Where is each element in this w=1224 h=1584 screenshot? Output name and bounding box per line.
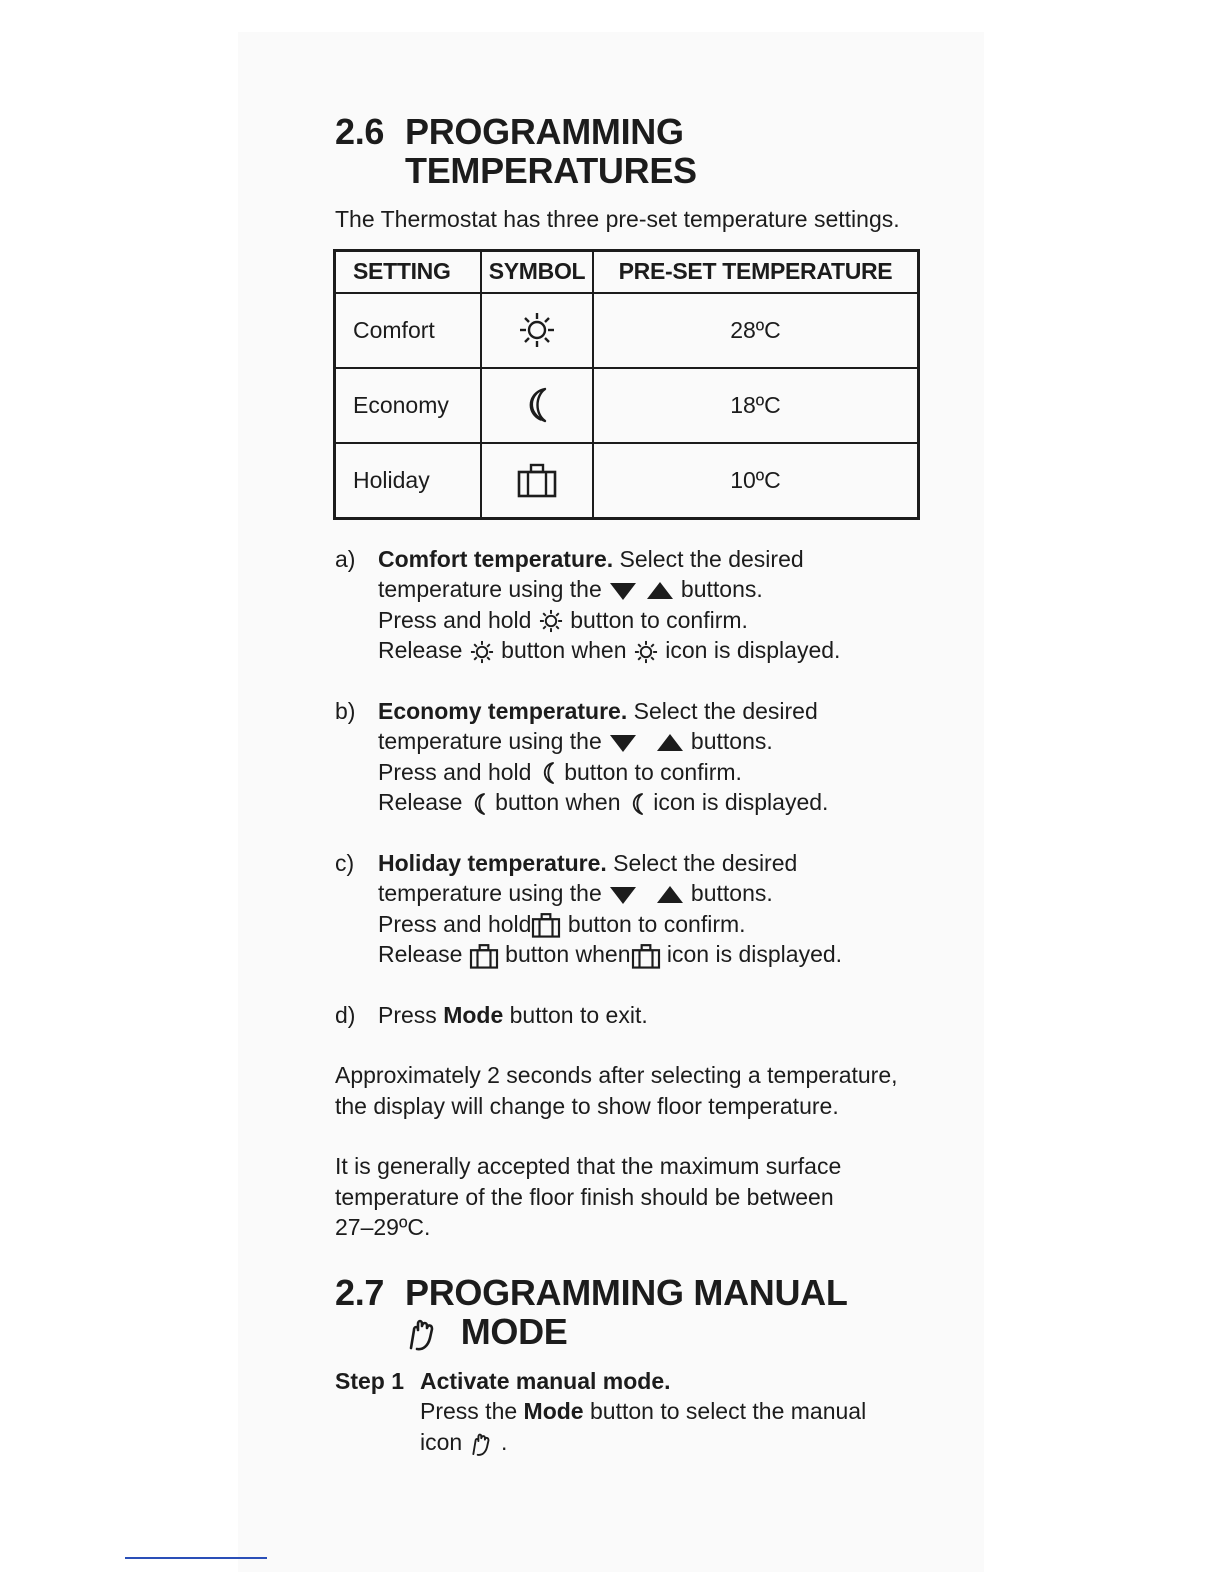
down-triangle-icon — [608, 732, 638, 754]
suitcase-icon — [517, 462, 557, 498]
step-text: button to confirm. — [567, 910, 746, 937]
table-row — [335, 368, 919, 443]
step-text: buttons. — [690, 880, 773, 906]
symbol-cell — [481, 443, 593, 519]
section-title-line1: PROGRAMMING MANUAL — [405, 1271, 848, 1313]
header-setting: SETTING — [335, 250, 482, 293]
hand-icon — [469, 1431, 495, 1457]
step-text: button to exit. — [503, 1001, 648, 1028]
step-text: temperature using the — [378, 880, 602, 906]
header-symbol: SYMBOL — [481, 250, 593, 293]
suitcase-icon — [631, 943, 661, 969]
suitcase-icon — [469, 943, 499, 969]
up-triangle-icon — [655, 732, 685, 754]
preset-temperature-table — [333, 249, 920, 520]
setting-cell: Comfort — [335, 293, 482, 368]
moon-icon — [521, 386, 553, 424]
step-text: Press and hold — [378, 758, 532, 785]
sun-icon — [469, 639, 495, 665]
step-text: temperature using the — [378, 728, 602, 754]
header-temperature: PRE-SET TEMPERATURE — [593, 250, 919, 293]
table-header-row — [335, 250, 919, 293]
step-text: Press — [378, 1001, 444, 1028]
step-text: temperature using the — [378, 576, 602, 602]
step-text: . — [500, 1428, 508, 1455]
step-text: Release — [378, 637, 463, 663]
step-text: button to confirm. — [564, 758, 742, 785]
intro-text: The Thermostat has three pre-set temperature settings. — [335, 206, 900, 232]
section-title-line1: PROGRAMMING — [405, 111, 684, 152]
step-text: button when — [495, 789, 621, 815]
paragraph-surface-temperature — [335, 1151, 935, 1243]
step-label: c) — [335, 849, 355, 876]
manual-page-content — [335, 112, 935, 1457]
moon-icon — [538, 760, 558, 786]
section-title-line2: TEMPERATURES — [405, 150, 697, 191]
temperature-cell: 18ºC — [593, 368, 919, 443]
step-label: d) — [335, 1001, 356, 1028]
hand-icon — [405, 1316, 441, 1352]
step-title: Holiday temperature. — [378, 849, 607, 876]
step-text: button when — [501, 637, 627, 663]
step-text: Select the desired — [613, 545, 804, 572]
paragraph-line: the display will change to show floor temperature. — [335, 1092, 839, 1119]
step-text: Press and hold — [378, 910, 532, 937]
step-label: b) — [335, 697, 356, 724]
table-row — [335, 293, 919, 368]
symbol-cell — [481, 368, 593, 443]
paragraph-line: 27–29ºC. — [335, 1214, 431, 1240]
step-text: Select the desired — [606, 849, 798, 876]
moon-icon — [627, 791, 647, 817]
moon-icon — [469, 791, 489, 817]
down-triangle-icon — [608, 884, 638, 906]
paragraph-line: Approximately 2 seconds after selecting a temperature, — [335, 1062, 898, 1088]
instruction-steps — [335, 544, 935, 1031]
step-text: Release — [378, 789, 463, 815]
paragraph-line: It is generally accepted that the maximum surface — [335, 1153, 842, 1179]
step-text: icon is displayed. — [666, 941, 843, 967]
section-2-6-heading — [335, 112, 935, 190]
step-text: Press the — [420, 1398, 524, 1425]
step-text: icon is displayed. — [653, 789, 829, 815]
step-economy — [335, 696, 935, 818]
up-triangle-icon — [645, 580, 675, 602]
section-2-7-heading — [335, 1273, 935, 1352]
table-row — [335, 443, 919, 519]
temperature-cell: 10ºC — [593, 443, 919, 519]
sun-icon — [517, 310, 557, 350]
step-text: button to confirm. — [570, 606, 748, 633]
temperature-cell: 28ºC — [593, 293, 919, 368]
step-text: Select the desired — [627, 697, 818, 724]
step-text: icon — [420, 1428, 463, 1455]
step-comfort — [335, 544, 935, 666]
step-holiday — [335, 848, 935, 970]
mode-keyword: Mode — [523, 1398, 584, 1425]
section-number: 2.7 — [335, 1271, 385, 1313]
down-triangle-icon — [608, 580, 638, 602]
step-1-activate-manual — [335, 1366, 935, 1458]
step-text: Press and hold — [378, 606, 532, 633]
sun-icon — [633, 639, 659, 665]
step-label: a) — [335, 545, 356, 572]
step-title: Comfort temperature. — [378, 545, 614, 572]
step-text: buttons. — [680, 576, 763, 602]
section-title-line2: MODE — [460, 1310, 568, 1352]
step-title: Activate manual mode. — [420, 1367, 671, 1394]
setting-cell: Holiday — [335, 443, 482, 519]
symbol-cell — [481, 293, 593, 368]
paragraph-line: temperature of the floor finish should be between — [335, 1183, 834, 1210]
step-title: Economy temperature. — [378, 697, 628, 724]
footnote-divider — [125, 1557, 267, 1559]
step-text: button when — [505, 941, 631, 967]
step-text: Release — [378, 941, 463, 967]
suitcase-icon — [531, 912, 561, 938]
step-text: icon is displayed. — [665, 637, 841, 663]
up-triangle-icon — [655, 884, 685, 906]
setting-cell: Economy — [335, 368, 482, 443]
section-number: 2.6 — [335, 111, 385, 152]
mode-keyword: Mode — [443, 1001, 504, 1028]
sun-icon — [538, 608, 564, 634]
step-text: buttons. — [690, 728, 773, 754]
paragraph-display-change — [335, 1060, 935, 1121]
step-label: Step 1 — [335, 1367, 405, 1394]
step-text: button to select the manual — [583, 1398, 867, 1425]
step-exit — [335, 1000, 935, 1031]
